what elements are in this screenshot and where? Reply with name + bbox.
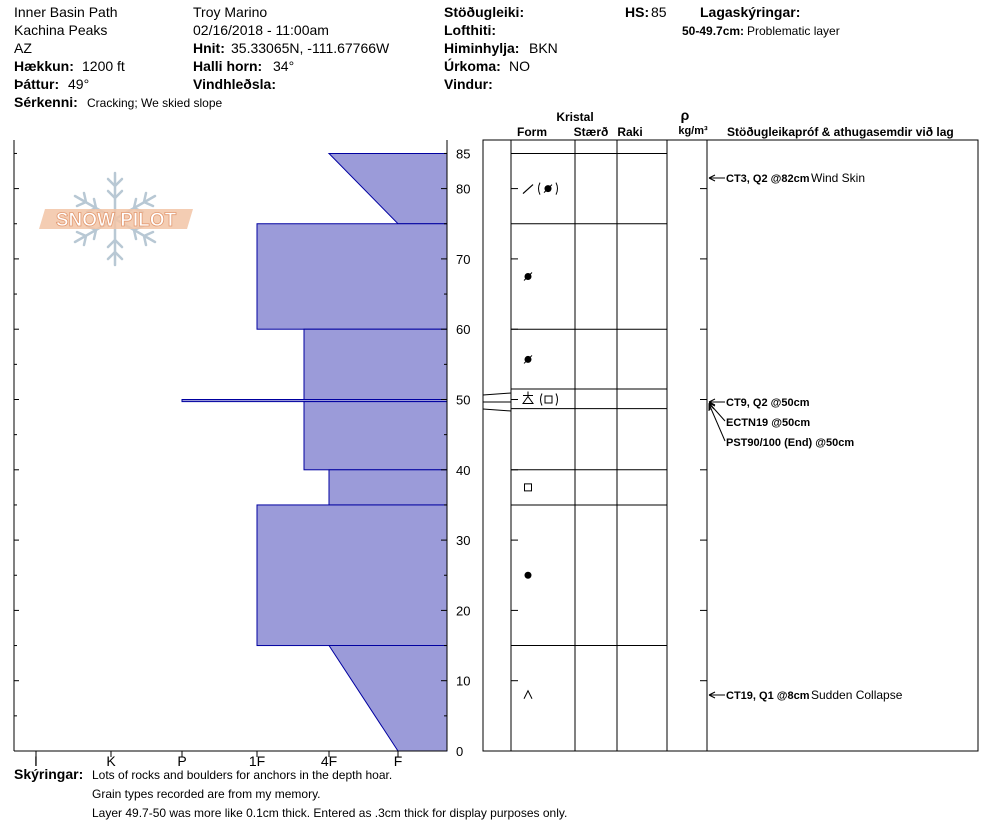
hardness-tick-label: I bbox=[34, 753, 38, 769]
col-header-rho: ρ bbox=[680, 107, 690, 123]
grain-form-wind-slab-icon bbox=[523, 183, 558, 195]
test-annotation bbox=[709, 397, 810, 409]
wind-loading-label: Vindhleðsla: bbox=[193, 76, 276, 92]
square-icon bbox=[545, 396, 552, 403]
depth-tick-label: 0 bbox=[456, 744, 464, 759]
features-label: Sérkenni: bbox=[14, 94, 78, 110]
hs-label: HS: bbox=[625, 4, 650, 20]
wind-label: Vindur: bbox=[444, 76, 493, 92]
test-code: CT3, Q2 @82cm bbox=[726, 173, 810, 185]
test-code: CT19, Q1 @8cm bbox=[726, 690, 810, 702]
hardness-layer bbox=[304, 402, 447, 470]
square-icon bbox=[525, 484, 532, 491]
paren-icon bbox=[539, 183, 541, 195]
hardness-tick-label: 4F bbox=[320, 753, 338, 769]
paren-icon bbox=[541, 394, 543, 406]
depth-tick-label: 60 bbox=[456, 322, 471, 338]
slope-label: Halli horn: bbox=[193, 58, 263, 74]
paren-icon bbox=[556, 183, 558, 195]
location: Inner Basin Path bbox=[14, 4, 118, 20]
legend-range: 50-49.7cm: bbox=[682, 24, 745, 38]
caret-icon bbox=[524, 691, 532, 699]
datetime: 02/16/2018 - 11:00am bbox=[193, 22, 329, 38]
hardness-tick-label: P bbox=[177, 753, 187, 769]
air-temp-label: Lofthiti: bbox=[444, 22, 497, 38]
hs-value: 85 bbox=[651, 4, 667, 20]
footer-line: Lots of rocks and boulders for anchors in the depth hoar. bbox=[92, 768, 393, 782]
stability-label: Stöðugleiki: bbox=[444, 4, 525, 20]
triangle-icon bbox=[523, 397, 533, 404]
depth-tick-label: 40 bbox=[456, 462, 471, 478]
legend-text: Problematic layer bbox=[747, 24, 840, 38]
grain-form-rounded-icon bbox=[524, 355, 532, 363]
slope-value: 34° bbox=[273, 58, 295, 74]
coords-value: 35.33065N, -111.67766W bbox=[231, 40, 390, 56]
hardness-layer bbox=[329, 153, 447, 223]
hardness-layer bbox=[329, 470, 447, 505]
aspect-value: 49° bbox=[68, 76, 90, 92]
test-comment: Sudden Collapse bbox=[811, 688, 903, 702]
legend-label: Lagaskýringar: bbox=[700, 4, 801, 20]
depth-tick-label: 50 bbox=[456, 392, 471, 408]
footer-line: Layer 49.7-50 was more like 0.1cm thick. Entered as .3cm thick for display purposes only. bbox=[92, 806, 568, 820]
aspect-label: Þáttur: bbox=[14, 76, 60, 92]
stability-tests bbox=[709, 171, 903, 702]
hardness-layer bbox=[329, 646, 447, 751]
observer: Troy Marino bbox=[193, 4, 268, 20]
left-minor-ticks bbox=[14, 153, 19, 751]
test-code: ECTN19 @50cm bbox=[726, 417, 811, 429]
test-comment: Wind Skin bbox=[811, 171, 866, 185]
col-header-tests: Stöðugleikapróf & athugasemdir við lag bbox=[727, 125, 954, 139]
depth-tick-label: 80 bbox=[456, 181, 471, 197]
snowpilot-logo bbox=[39, 173, 193, 265]
sky-value: BKN bbox=[529, 40, 558, 56]
grain-form-rounded-icon bbox=[524, 272, 532, 280]
hardness-axis bbox=[34, 751, 402, 769]
coords-label: Hnit: bbox=[193, 40, 225, 56]
header bbox=[14, 4, 840, 110]
depth-tick-label: 30 bbox=[456, 533, 471, 549]
col-header-moisture: Raki bbox=[617, 125, 643, 139]
grain-table bbox=[483, 107, 978, 751]
hardness-layer bbox=[257, 224, 447, 329]
elevation-value: 1200 ft bbox=[82, 58, 125, 74]
slash-icon bbox=[523, 185, 533, 194]
test-annotation bbox=[709, 171, 865, 185]
state: AZ bbox=[14, 40, 32, 56]
test-annotation bbox=[709, 688, 903, 702]
grain-form-facets-icon bbox=[525, 484, 532, 491]
grain-rows bbox=[511, 153, 667, 645]
features-value: Cracking; We skied slope bbox=[87, 96, 223, 110]
col-header-form: Form bbox=[517, 125, 547, 139]
hardness-layer bbox=[304, 329, 447, 399]
grain-symbols bbox=[523, 183, 558, 699]
col-header-size: Stærð bbox=[573, 125, 609, 139]
dot-icon bbox=[525, 572, 532, 579]
precip-label: Úrkoma: bbox=[444, 58, 501, 74]
precip-value: NO bbox=[509, 58, 530, 74]
range: Kachina Peaks bbox=[14, 22, 108, 38]
depth-tick-label: 85 bbox=[456, 146, 471, 162]
col-header-crystal: Kristal bbox=[556, 110, 594, 124]
logo-text: SNOW PILOT bbox=[55, 210, 177, 231]
grain-form-depth-hoar-icon bbox=[524, 691, 532, 699]
problematic-layer-marker bbox=[483, 393, 511, 411]
hardness-tick-label: K bbox=[106, 753, 116, 769]
test-code: CT9, Q2 @50cm bbox=[726, 397, 810, 409]
paren-icon bbox=[556, 394, 558, 406]
depth-tick-label: 20 bbox=[456, 603, 471, 619]
grain-form-surface-hoar-facets-icon bbox=[523, 392, 558, 406]
hardness-layers bbox=[182, 153, 447, 751]
footer-line: Grain types recorded are from my memory. bbox=[92, 787, 321, 801]
test-code: PST90/100 (End) @50cm bbox=[726, 437, 855, 449]
sky-label: Himinhylja: bbox=[444, 40, 520, 56]
elevation-label: Hækkun: bbox=[14, 58, 74, 74]
grain-form-rounded-dot-icon bbox=[525, 572, 532, 579]
depth-tick-label: 70 bbox=[456, 251, 471, 267]
col-header-density-unit: kg/m³ bbox=[678, 125, 708, 137]
footer-label: Skýringar: bbox=[14, 766, 84, 782]
hardness-tick-label: F bbox=[393, 753, 403, 769]
depth-tick-label: 10 bbox=[456, 673, 471, 689]
hardness-tick-label: 1F bbox=[248, 753, 266, 769]
footer-notes bbox=[14, 766, 567, 820]
hardness-layer bbox=[257, 505, 447, 646]
